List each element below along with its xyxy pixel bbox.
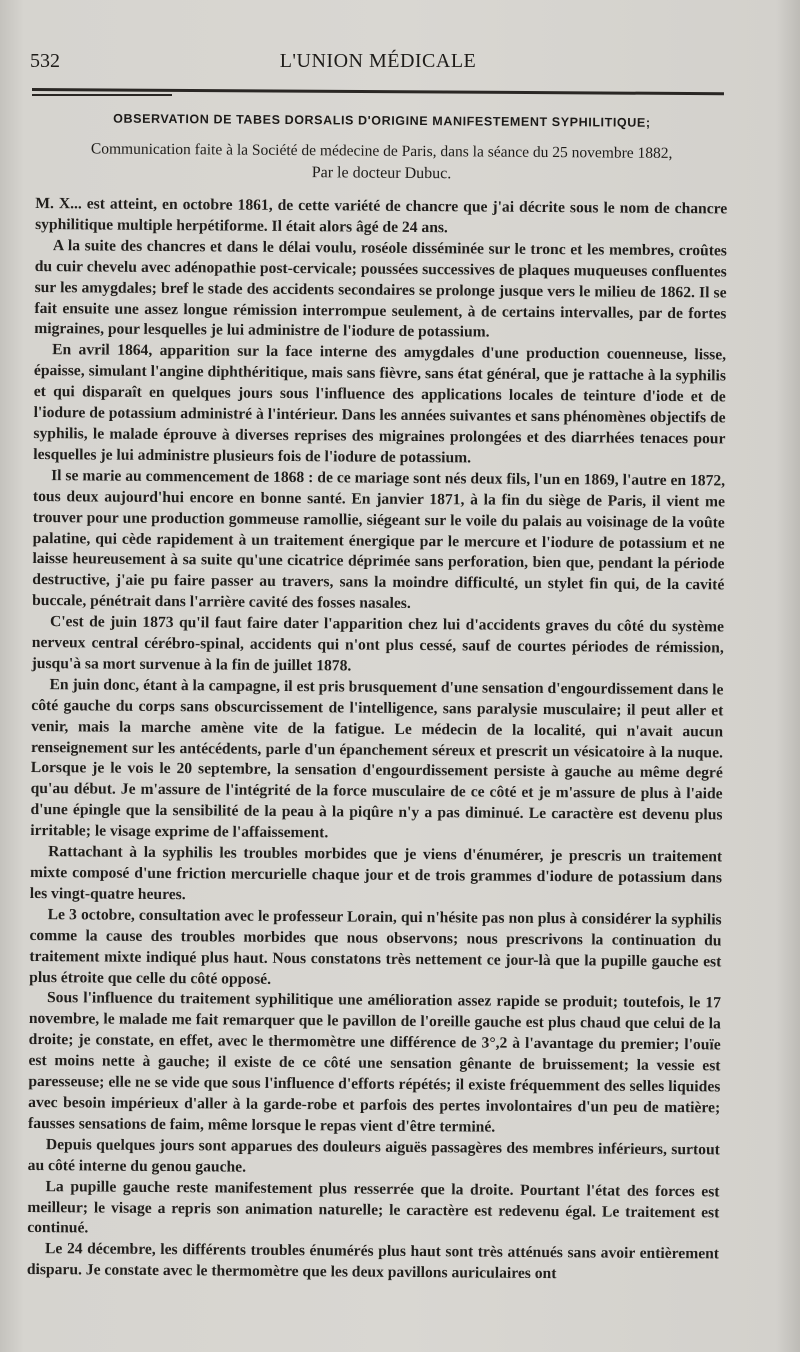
running-head: [30, 44, 726, 76]
header-rule-thin: [32, 94, 172, 96]
paragraph: En avril 1864, apparition sur la face interne des amygdales d'une production couenneuse, lisse, épaisse, simulant l'angine diphthéritique, mais sans fièvre, sans état général, que je rattache à la syphilis et qui disparaît en quelques jours sous l'influence des applications locales de teinture d'iode et de l'iodure de potassium administré à l'intérieur. Dans les années suivantes et sans phénomènes objectifs de syphilis, le malade éprouve à diverses reprises des migraines prolongées et des diarrhées tenaces pour lesquelles je lui administre plusieurs fois de l'iodure de potassium.: [33, 341, 727, 467]
paragraph: C'est de juin 1873 qu'il faut faire dater l'apparition chez lui d'accidents graves du côté du système nerveux central cérébro-spinal, accidents qui n'ont plus cessé, sauf de courtes périodes de rémission, jusqu'à sa mort survenue à la fin de juillet 1878.: [31, 613, 725, 675]
paragraph: Il se marie au commencement de 1868 : de ce mariage sont nés deux fils, l'un en 1869, l'autre en 1872, tous deux aujourd'hui encore en bonne santé. En janvier 1871, à la fin du siège de Paris, il vient me trouver pour une production gommeuse ramollie, siégeant sur le voile du palais au voisinage de la voûte palatine, qui cède rapidement à un traitement énergique par le mercure et l'iodure de potassium et ne laisse heureusement à sa suite qu'une cicatrice déprimée sans perforation, bien que, pendant la période destructive, j'aie pu faire passer au travers, sans la moindre difficulté, un stylet fin qui, de la cavité buccale, pénétrait dans l'arrière cavité des fosses nasales.: [32, 466, 726, 613]
paragraph: Depuis quelques jours sont apparues des douleurs aiguës passagères des membres inférieurs, surtout au côté interne du genou gauche.: [27, 1135, 720, 1176]
paragraph: M. X... est atteint, en octobre 1861, de cette variété de chancre que j'ai décrite sous le nom de chancre syphilitique multiple herpétiforme. Il était alors âgé de 24 ans.: [35, 194, 728, 237]
paragraph: Sous l'influence du traitement syphilitique une amélioration assez rapide se produit; toutefois, le 17 novembre, le malade me fait remarquer que le pavillon de l'oreille gauche est plus chaud que celui de la droite; je constate, en effet, avec le thermomètre une différence de 3°,2 à l'avantage du premier; l'ouïe est moins nette à gauche; il existe de ce côté une sensation gênante de bruissement; la vessie est paresseuse; elle ne se vide que sous l'influence d'efforts répétés; il existe fréquemment des selles liquides avec besoin impérieux d'aller à la garde-robe et parfois des pertes involontaires d'un peu de matière; fausses sensations de faim, même lorsque le repas vient d'être terminé.: [27, 989, 722, 1136]
paragraph: Le 24 décembre, les différents troubles énumérés plus haut sont très atténués sans avoir entièrement disparu. Je constate avec le thermomètre que les deux pavillons auriculaires ont: [26, 1240, 720, 1283]
article-title: OBSERVATION DE TABES DORSALIS D'ORIGINE MANIFESTEMENT SYPHILITIQUE;: [113, 111, 651, 130]
paragraph: Le 3 octobre, consultation avec le professeur Lorain, qui n'hésite pas non plus à considérer la syphilis comme la cause des troubles morbides que nous observons; nous prescrivons la continuation du traitement mixte indiqué plus haut. Nous constatons très nettement ce jour-là que la pupille gauche est plus étroite que celle du côté opposé.: [29, 905, 722, 988]
article-subtitle: Communication faite à la Société de médecine de Paris, dans la séance du 25 novembre 1882,: [90, 140, 673, 162]
article-body: [27, 110, 728, 1287]
paragraph: A la suite des chancres et dans le délai voulu, roséole disséminée sur le tronc et les membres, croûtes du cuir chevelu avec adénopathie post-cervicale; poussées successives de plaques muqueuses confluentes sur les amygdales; bref le stade des accidents secondaires se prolonge jusque vers le milieu de 1862. Il se fait ensuite une assez longue rémission interrompue seulement, à de certains intervalles, par de fortes migraines, pour lesquelles je lui administre de l'iodure de potassium.: [34, 236, 727, 342]
journal-title: L'UNION MÉDICALE: [279, 50, 477, 72]
paragraph: La pupille gauche reste manifestement plus resserrée que la droite. Pourtant l'état des forces est meilleur; le visage a repris son animation naturelle; le caractère est redevenu égal. Le traitement est continué.: [27, 1177, 720, 1237]
page-number: 532: [30, 50, 60, 72]
paragraph: Rattachant à la syphilis les troubles morbides que je viens d'énumérer, je prescris un traitement mixte composé d'une friction mercurielle chaque jour et de trois grammes d'iodure de potassium dans les vingt-quatre heures.: [29, 843, 723, 904]
paragraph: En juin donc, étant à la campagne, il est pris brusquement d'une sensation d'engourdissement dans le côté gauche du corps sans obscurcissement de l'intelligence, sans paralysie musculaire; il peut aller et venir, mais la marche amène vite de la fatigue. Le médecin de la localité, qui n'avait aucun renseignement sur les antécédents, parle d'un épanchement séreux et prescrit un vésicatoire à la nuque. Lorsque je le vois le 20 septembre, la sensation d'engourdissement persiste à gauche au même degré qu'au début. Je m'assure de l'intégrité de la force musculaire de ce côté et je m'assure de plus à l'aide d'une épingle que la sensibilité de la peau à la piqûre n'y a pas diminué. Le caractère est devenu plus irritable; le visage exprime de l'affaissement.: [30, 675, 724, 842]
article-author: Par le docteur Dubuc.: [311, 164, 452, 183]
